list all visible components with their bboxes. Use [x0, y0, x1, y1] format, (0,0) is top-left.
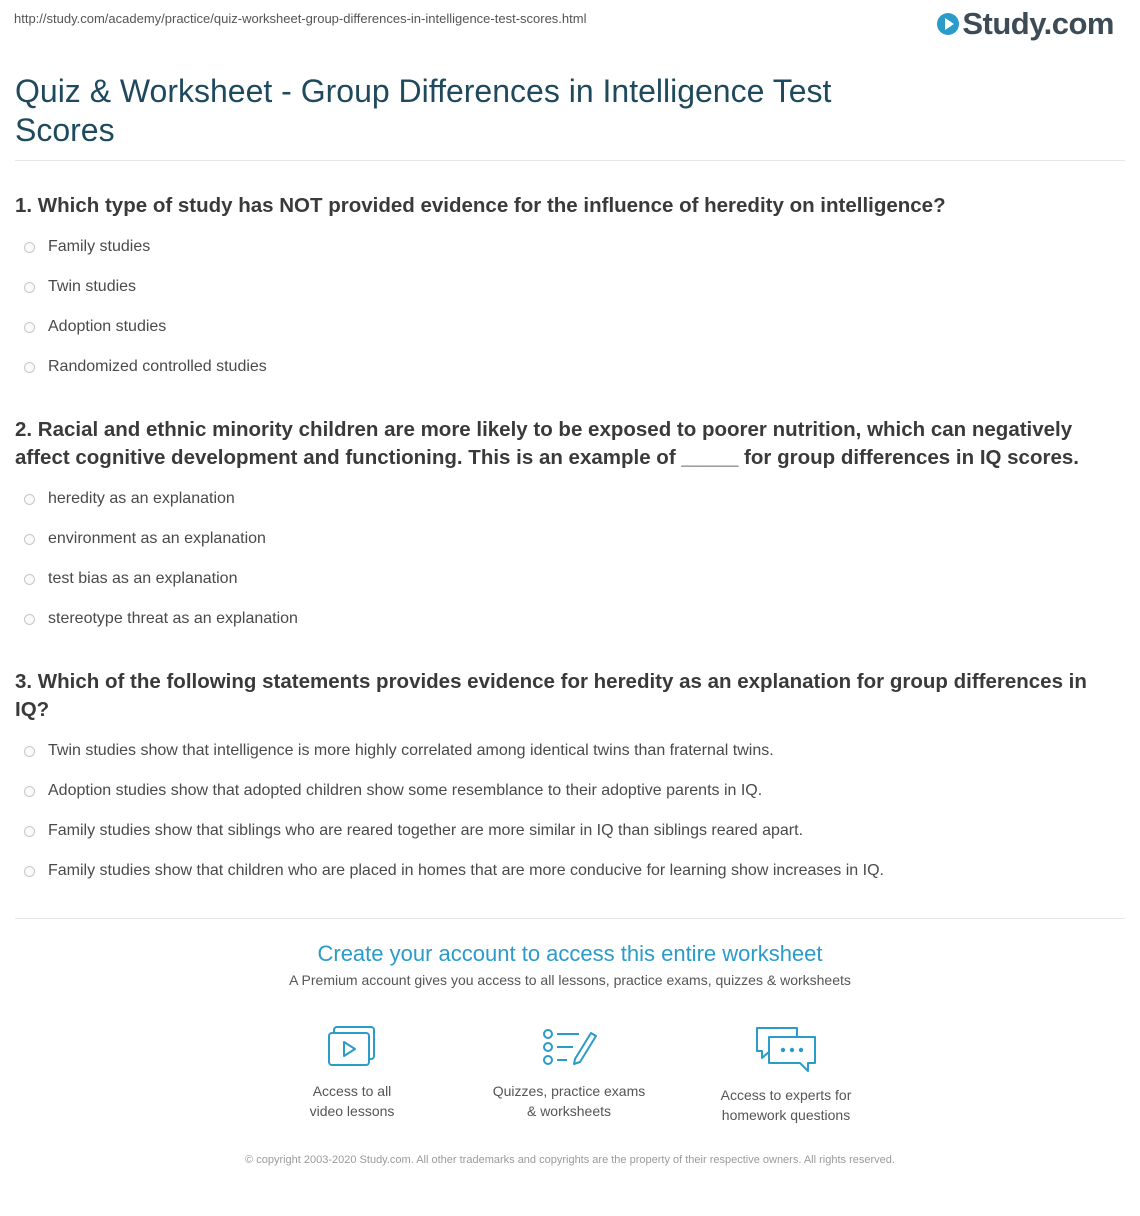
question-3: 3. Which of the following statements provides evidence for heredity as an explanation for group differences in IQ? [15, 670, 1087, 721]
radio-button[interactable] [24, 866, 35, 877]
answer-option[interactable] [24, 570, 237, 588]
answer-label: stereotype threat as an explanation [48, 610, 298, 627]
radio-button[interactable] [24, 534, 35, 545]
answer-option[interactable] [24, 238, 150, 256]
feature-video-lessons [262, 1025, 442, 1121]
radio-button[interactable] [24, 826, 35, 837]
radio-button[interactable] [24, 282, 35, 293]
video-lessons-icon [325, 1025, 379, 1071]
chat-bubbles-icon [754, 1025, 818, 1075]
radio-button[interactable] [24, 746, 35, 757]
answer-option[interactable] [24, 490, 235, 508]
answer-option[interactable] [24, 742, 774, 760]
feature-experts [696, 1025, 876, 1125]
answer-label: Adoption studies show that adopted children show some resemblance to their adoptive parents in IQ. [48, 782, 763, 799]
question-2: 2. Racial and ethnic minority children are more likely to be exposed to poorer nutrition, which can negatively affect cognitive development and functioning. This is an example of _____ for group differences in IQ scores. [15, 418, 1079, 469]
answer-label: Family studies show that children who are placed in homes that are more conducive for learning show increases in IQ. [48, 862, 884, 879]
play-circle-icon [937, 13, 959, 35]
cta-divider [15, 918, 1125, 919]
page-title: Quiz & Worksheet - Group Differences in Intelligence Test Scores [15, 73, 832, 148]
title-divider [15, 160, 1125, 161]
feature-label: Quizzes, practice exams & worksheets [492, 1083, 646, 1119]
answer-label: environment as an explanation [48, 530, 266, 547]
copyright-notice: © copyright 2003-2020 Study.com. All other trademarks and copyrights are the property of their respective owners. All rights reserved. [245, 1154, 895, 1166]
answer-option[interactable] [24, 278, 136, 296]
answer-label: Twin studies show that intelligence is more highly correlated among identical twins than fraternal twins. [48, 742, 774, 759]
answer-label: Family studies [48, 238, 151, 255]
radio-button[interactable] [24, 574, 35, 585]
answer-option[interactable] [24, 822, 803, 840]
logo-text: Study.com [962, 6, 1114, 41]
answer-label: Family studies show that siblings who are reared together are more similar in IQ than siblings reared apart. [48, 822, 804, 839]
study-logo[interactable] [937, 6, 1114, 42]
quiz-checklist-icon [541, 1025, 597, 1071]
answer-label: Randomized controlled studies [48, 358, 267, 375]
radio-button[interactable] [24, 322, 35, 333]
feature-label: Access to all video lessons [309, 1083, 395, 1119]
radio-button[interactable] [24, 786, 35, 797]
radio-button[interactable] [24, 494, 35, 505]
answer-option[interactable] [24, 610, 298, 628]
answer-option[interactable] [24, 782, 762, 800]
answer-label: Adoption studies [48, 318, 167, 335]
question-1: 1. Which type of study has NOT provided evidence for the influence of heredity on intelligence? [15, 194, 946, 217]
answer-option[interactable] [24, 318, 166, 336]
create-account-link[interactable]: Create your account to access this entire worksheet [317, 941, 823, 966]
answer-option[interactable] [24, 530, 266, 548]
feature-quizzes [479, 1025, 659, 1121]
page-url: http://study.com/academy/practice/quiz-worksheet-group-differences-in-intelligence-test-scores.html [14, 11, 587, 26]
answer-label: heredity as an explanation [48, 490, 235, 507]
answer-option[interactable] [24, 358, 267, 376]
answer-label: test bias as an explanation [48, 570, 238, 587]
radio-button[interactable] [24, 362, 35, 373]
radio-button[interactable] [24, 614, 35, 625]
premium-description: A Premium account gives you access to all lessons, practice exams, quizzes & worksheets [289, 972, 851, 988]
radio-button[interactable] [24, 242, 35, 253]
answer-label: Twin studies [48, 278, 137, 295]
feature-label: Access to experts for homework questions [720, 1087, 852, 1123]
answer-option[interactable] [24, 862, 884, 880]
